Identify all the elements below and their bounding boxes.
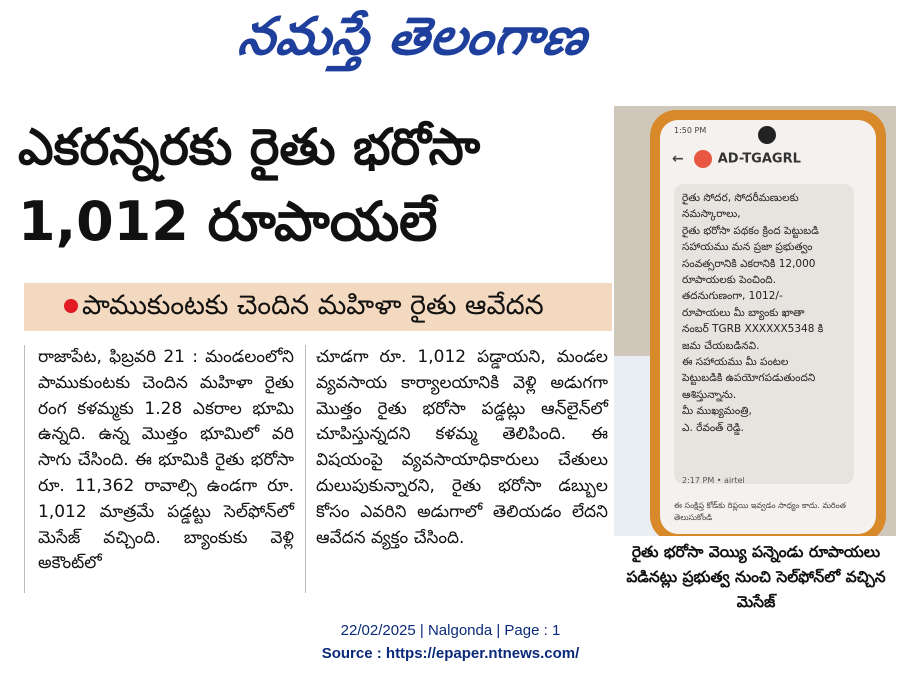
- article-column-2: చూడగా రూ. 1,012 పడ్డాయని, మండల వ్యవసాయ కార్యాలయానికి వెళ్లి అడుగగా మొత్తం రైతు భరోసా పడ్డట్లు ఆన్‌లైన్‌లో చూపిస్తున్నదని కళమ్మ తెలిపింది. ఈ విషయంపై వ్యవసాయాధికారులు చేతులు దులుపుకున్నారని, రైతు భరోసా డబ్బుల కోసం ఎవరిని అడుగాలో తెలియడం లేదని ఆవేదన వ్యక్తం చేసింది.: [316, 347, 608, 548]
- reply-note: ఈ సంక్షిప్త కోడ్‌కు రిప్లయి ఇవ్వడం సాధ్యం కాదు. మరింత తెలుసుకోండి: [674, 501, 846, 522]
- bullet-dot-icon: [64, 299, 78, 313]
- subheadline: పాముకుంటకు చెందిన మహిళా రైతు ఆవేదన: [82, 290, 544, 321]
- phone-screen: [660, 120, 876, 534]
- masthead: [0, 0, 901, 80]
- photo-caption: రైతు భరోసా వెయ్యి పన్నెండు రూపాయలు పడినట్లు ప్రభుత్వ నుంచి సెల్‌ఫోన్‌లో వచ్చిన మెసేజ్: [626, 543, 886, 611]
- headline-line-1: ఎకరన్నరకు రైతు భరోసా: [18, 118, 481, 176]
- subheadline-bar: [24, 283, 612, 331]
- sms-message: రైతు సోదర, సోదరీమణులకు నమస్కారాలు, రైతు భరోసా పథకం క్రింద పెట్టుబడి సహాయము మన ప్రజా ప్రభుత్వం సంవత్సరానికి ఎకరానికి 12,000 రూపాయలకు పెంచింది. తదనుగుణంగా, 1012/- రూపాయలు మీ బ్యాంకు ఖాతా నంబర్ TGRB XXXXXX5348 కి జమ చేయబడినవి. ఈ సహాయము మీ పంటల పెట్టుబడికి ఉపయోగపడుతుందని ఆశిస్తున్నాను. మీ ముఖ్యమంత్రి, ఎ. రేవంత్ రెడ్డి.: [682, 192, 824, 434]
- sender-avatar-icon: [694, 150, 712, 168]
- status-time: 1:50 PM: [674, 126, 707, 135]
- sender-name: AD-TGAGRL: [717, 151, 801, 167]
- camera-icon: [758, 126, 776, 144]
- article-column-1: రాజాపేట, ఫిబ్రవరి 21 : మండలంలోని పాముకుంటకు చెందిన మహిళా రైతు రంగ కళమ్మకు 1.28 ఎకరాల భూమి ఉన్నది. ఉన్న మొత్తం భూమిలో వరి సాగు చేసింది. ఈ భూమికి రైతు భరోసా రూ. 11,362 రావాల్సి ఉండగా రూ. 1,012 మాత్రమే పడ్డట్టు సెల్‌ఫోన్‌లో మెసేజ్ వచ్చింది. బ్యాంకుకు వెళ్లి అకౌంట్‌లో: [38, 347, 294, 574]
- column-divider: [305, 345, 306, 593]
- footer-date-edition: 22/02/2025 | Nalgonda | Page : 1: [340, 622, 561, 639]
- back-arrow-icon: ←: [672, 150, 684, 167]
- headline-line-2: 1,012 రూపాయలే: [18, 190, 438, 253]
- newspaper-logo: నమస్తే తెలంగాణ: [234, 6, 592, 67]
- message-time: 2:17 PM • airtel: [682, 476, 745, 485]
- phone-frame: [650, 110, 886, 536]
- sms-header: [672, 150, 801, 168]
- column-rule-left: [24, 345, 25, 593]
- phone-photo: [614, 106, 896, 536]
- footer-source: Source : https://epaper.ntnews.com/: [321, 645, 580, 662]
